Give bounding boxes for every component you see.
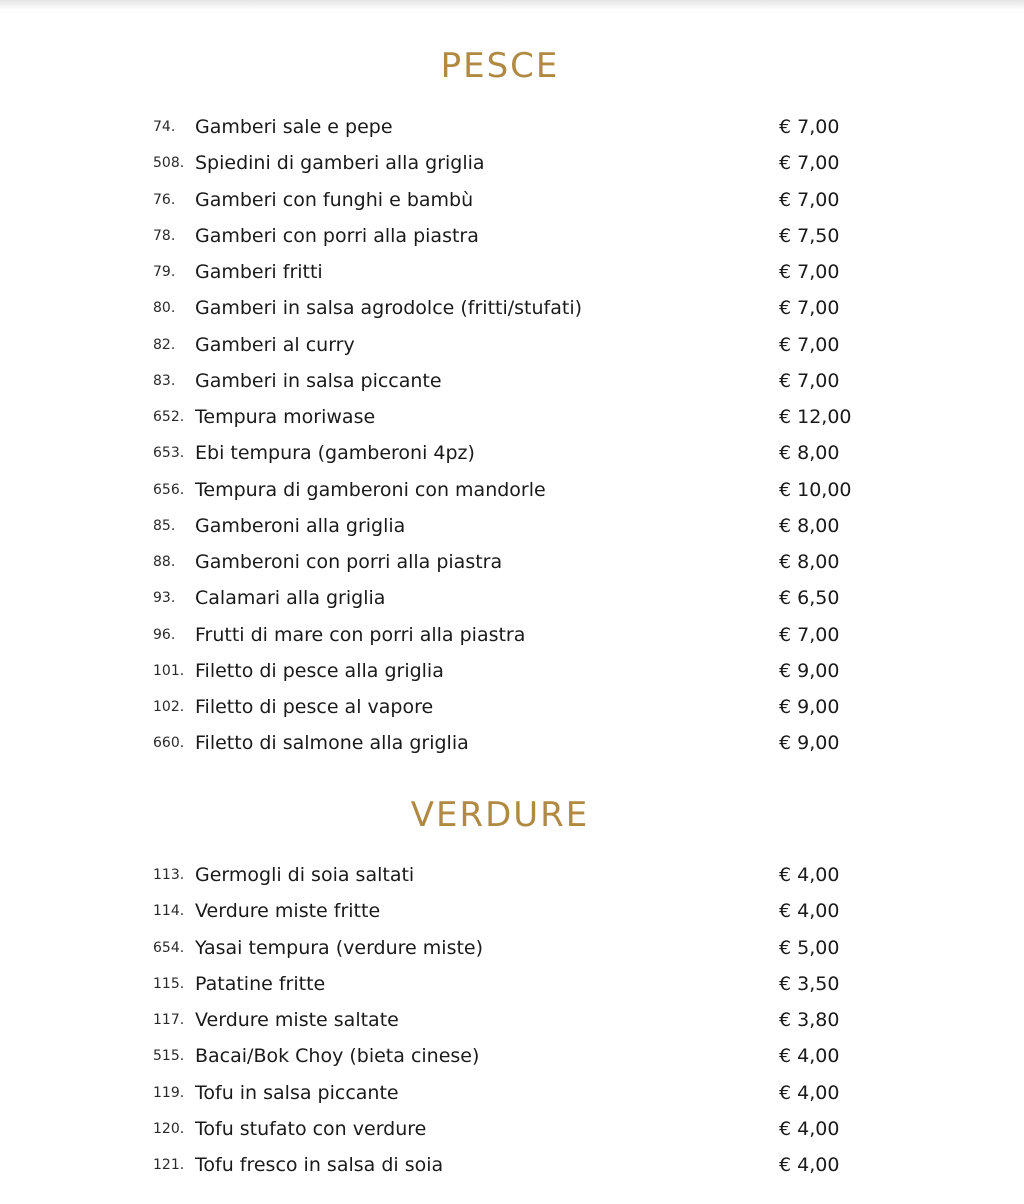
item-name: Gamberoni con porri alla piastra [195, 551, 503, 573]
menu-item [0, 182, 1024, 218]
item-name: Verdure miste saltate [195, 1009, 399, 1031]
item-name: Patatine fritte [195, 972, 326, 995]
item-number: 654. [153, 939, 185, 956]
item-price: € 7,00 [779, 261, 840, 283]
item-number: 119. [153, 1084, 185, 1101]
item-name: Gamberi in salsa agrodolce (fritti/stufati) [195, 297, 583, 320]
menu-item [0, 725, 1024, 761]
item-price: € 7,00 [779, 369, 840, 392]
item-price: € 8,00 [779, 514, 840, 537]
menu-item [0, 145, 1024, 181]
menu-item [0, 893, 1024, 929]
item-number: 74. [153, 119, 176, 135]
item-price: € 9,00 [779, 696, 840, 718]
item-name: Germogli di soia saltati [195, 864, 415, 886]
item-name: Gamberi fritti [195, 261, 323, 283]
item-number: 83. [153, 372, 176, 389]
item-price: € 8,00 [779, 442, 840, 465]
item-number: 88. [153, 554, 176, 570]
item-number: 96. [153, 626, 176, 643]
item-number: 115. [153, 975, 185, 992]
menu-list-verdure [0, 857, 1024, 1183]
menu-item [0, 1147, 1024, 1183]
item-number: 117. [153, 1012, 185, 1028]
item-price: € 8,00 [779, 551, 840, 573]
item-price: € 7,00 [779, 116, 840, 138]
item-number: 93. [153, 590, 176, 607]
item-number: 508. [153, 155, 185, 172]
item-name: Tofu stufato con verdure [195, 1117, 427, 1140]
item-name: Tofu in salsa piccante [195, 1081, 399, 1104]
item-price: € 12,00 [779, 406, 852, 428]
item-number: 82. [153, 336, 176, 353]
section-title-verdure: VERDURE [410, 795, 590, 835]
menu-item [0, 109, 1024, 145]
item-price: € 4,00 [779, 900, 840, 923]
menu-list-pesce [0, 109, 1024, 762]
menu-item [0, 508, 1024, 544]
item-number: 120. [153, 1120, 185, 1137]
menu-item [0, 857, 1024, 893]
item-number: 79. [153, 264, 176, 280]
item-name: Gamberi con funghi e bambù [195, 188, 474, 211]
section-title-pesce: PESCE [440, 46, 560, 86]
item-number: 80. [153, 300, 176, 317]
item-name: Gamberoni alla griglia [195, 514, 406, 537]
item-name: Bacai/Bok Choy (bieta cinese) [195, 1045, 480, 1068]
item-price: € 7,00 [779, 623, 840, 646]
item-name: Gamberi sale e pepe [195, 116, 393, 138]
item-price: € 4,00 [779, 1045, 840, 1068]
item-name: Filetto di pesce alla griglia [195, 659, 444, 682]
item-number: 85. [153, 517, 176, 534]
item-name: Verdure miste fritte [195, 900, 381, 923]
top-edge-shadow [0, 0, 1024, 10]
item-name: Frutti di mare con porri alla piastra [195, 623, 526, 646]
menu-item [0, 290, 1024, 326]
item-number: 76. [153, 191, 176, 208]
item-price: € 4,00 [779, 1154, 840, 1176]
item-price: € 5,00 [779, 936, 840, 959]
menu-item [0, 617, 1024, 653]
item-number: 660. [153, 735, 185, 752]
item-price: € 7,00 [779, 333, 840, 356]
item-price: € 9,00 [779, 732, 840, 755]
menu-item [0, 327, 1024, 363]
item-price: € 3,80 [779, 1009, 840, 1031]
item-name: Yasai tempura (verdure miste) [195, 936, 484, 959]
item-price: € 3,50 [779, 972, 840, 995]
item-number: 113. [153, 867, 185, 883]
menu-item [0, 930, 1024, 966]
item-price: € 9,00 [779, 659, 840, 682]
item-number: 102. [153, 699, 185, 715]
item-name: Spiedini di gamberi alla griglia [195, 152, 485, 175]
item-price: € 7,00 [779, 297, 840, 320]
item-price: € 7,50 [779, 224, 840, 247]
item-name: Tempura di gamberoni con mandorle [195, 478, 546, 501]
menu-item [0, 1075, 1024, 1111]
menu-item [0, 544, 1024, 580]
item-price: € 7,00 [779, 188, 840, 211]
item-number: 114. [153, 903, 185, 920]
item-number: 515. [153, 1048, 185, 1065]
item-price: € 6,50 [779, 587, 840, 610]
menu-item [0, 966, 1024, 1002]
item-number: 653. [153, 445, 185, 462]
item-name: Filetto di salmone alla griglia [195, 732, 469, 755]
item-name: Gamberi al curry [195, 333, 355, 356]
menu-item [0, 435, 1024, 471]
menu-item [0, 653, 1024, 689]
menu-item [0, 254, 1024, 290]
item-name: Tofu fresco in salsa di soia [195, 1154, 444, 1176]
item-number: 656. [153, 481, 185, 498]
item-name: Tempura moriwase [195, 406, 376, 428]
item-number: 78. [153, 227, 176, 244]
item-price: € 4,00 [779, 1081, 840, 1104]
menu-item [0, 1002, 1024, 1038]
item-number: 652. [153, 409, 185, 425]
item-number: 101. [153, 662, 185, 679]
item-name: Filetto di pesce al vapore [195, 696, 434, 718]
menu-item [0, 363, 1024, 399]
item-price: € 10,00 [779, 478, 852, 501]
menu-item [0, 1038, 1024, 1074]
menu-item [0, 399, 1024, 435]
item-name: Gamberi con porri alla piastra [195, 224, 479, 247]
menu-item [0, 472, 1024, 508]
menu-item [0, 1111, 1024, 1147]
menu-item [0, 689, 1024, 725]
item-number: 121. [153, 1157, 185, 1173]
item-price: € 7,00 [779, 152, 840, 175]
item-name: Ebi tempura (gamberoni 4pz) [195, 442, 475, 465]
menu-item [0, 580, 1024, 616]
item-name: Gamberi in salsa piccante [195, 369, 442, 392]
item-name: Calamari alla griglia [195, 587, 386, 610]
item-price: € 4,00 [779, 864, 840, 886]
menu-item [0, 218, 1024, 254]
item-price: € 4,00 [779, 1117, 840, 1140]
